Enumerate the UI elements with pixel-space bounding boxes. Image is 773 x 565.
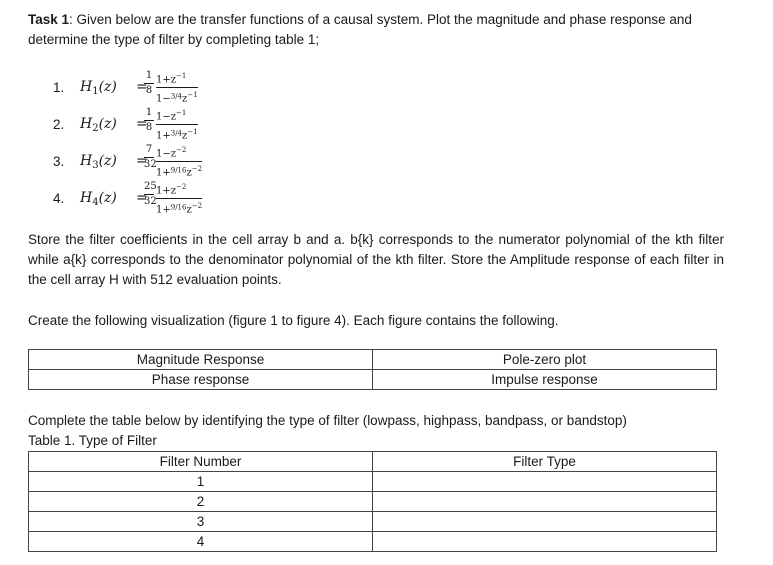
equation-number: 2. xyxy=(53,117,65,132)
table-row xyxy=(29,512,717,532)
polynomial-fraction: $1-z^{-1}$ $1+^{3/4}z^{-1}$ xyxy=(156,109,198,142)
table-row xyxy=(29,472,717,492)
equation-lhs: $H_4(z)$ xyxy=(80,190,117,208)
filter-number-cell: 3 xyxy=(29,512,373,532)
equation-list xyxy=(50,70,310,218)
paragraph-coefficients: Store the filter coefficients in the cell array b and a. b{k} corresponds to the numerator polynomial of the kth filter while a{k} corresponds to the denominator polynomial of the kth filter. Store the Amplitude response of each filter in the cell array H with 512 evaluation points. xyxy=(28,232,724,287)
filter-type-cell[interactable] xyxy=(373,532,717,552)
visualization-table xyxy=(28,349,717,390)
transfer-function xyxy=(50,144,310,181)
header-filter-type: Filter Type xyxy=(373,452,717,472)
gain-fraction: 25 32 xyxy=(144,181,157,207)
filter-number-cell: 4 xyxy=(29,532,373,552)
equation-number: 3. xyxy=(53,154,65,169)
equals-sign: = xyxy=(136,79,148,95)
gain-fraction: 7 32 xyxy=(144,144,157,170)
gain-fraction: 1 8 xyxy=(145,70,153,96)
equals-sign: = xyxy=(136,190,148,206)
filter-type-table xyxy=(28,451,717,552)
filter-number-cell: 2 xyxy=(29,492,373,512)
equation-number: 4. xyxy=(53,191,65,206)
table-cell: Pole-zero plot xyxy=(373,350,717,370)
table-cell: Magnitude Response xyxy=(29,350,373,370)
equation-lhs: $H_3(z)$ xyxy=(80,153,117,171)
table-row xyxy=(29,350,717,370)
filter-type-cell[interactable] xyxy=(373,512,717,532)
paragraph-complete-table: Complete the table below by identifying the type of filter (lowpass, highpass, bandpass, or bandstop) xyxy=(28,413,627,428)
transfer-function xyxy=(50,70,310,107)
task-intro xyxy=(28,10,724,50)
table-row xyxy=(29,492,717,512)
table-caption: Table 1. Type of Filter xyxy=(28,433,157,448)
header-filter-number: Filter Number xyxy=(29,452,373,472)
polynomial-fraction: $1+z^{-1}$ $1-^{3/4}z^{-1}$ xyxy=(156,72,198,105)
filter-type-cell[interactable] xyxy=(373,492,717,512)
table-cell: Phase response xyxy=(29,370,373,390)
equals-sign: = xyxy=(136,116,148,132)
polynomial-fraction: $1+z^{-2}$ $1+^{9/16}z^{-2}$ xyxy=(156,183,203,216)
table-cell: Impulse response xyxy=(373,370,717,390)
paragraph-visualization: Create the following visualization (figure 1 to figure 4). Each figure contains the following. xyxy=(28,313,559,328)
equals-sign: = xyxy=(136,153,148,169)
table-row xyxy=(29,532,717,552)
table-row xyxy=(29,370,717,390)
task-intro-text: : Given below are the transfer functions of a causal system. Plot the magnitude and phase response and determine the type of filter by completing table 1; xyxy=(28,12,692,47)
polynomial-fraction: $1-z^{-2}$ $1+^{9/16}z^{-2}$ xyxy=(156,146,203,179)
transfer-function xyxy=(50,181,310,218)
gain-fraction: 1 8 xyxy=(145,107,153,133)
transfer-function xyxy=(50,107,310,144)
equation-number: 1. xyxy=(53,80,65,95)
equation-lhs: $H_2(z)$ xyxy=(80,116,117,134)
task-label: Task 1 xyxy=(28,12,70,27)
equation-lhs: $H_1(z)$ xyxy=(80,79,117,97)
table-header-row xyxy=(29,452,717,472)
filter-type-cell[interactable] xyxy=(373,472,717,492)
filter-number-cell: 1 xyxy=(29,472,373,492)
